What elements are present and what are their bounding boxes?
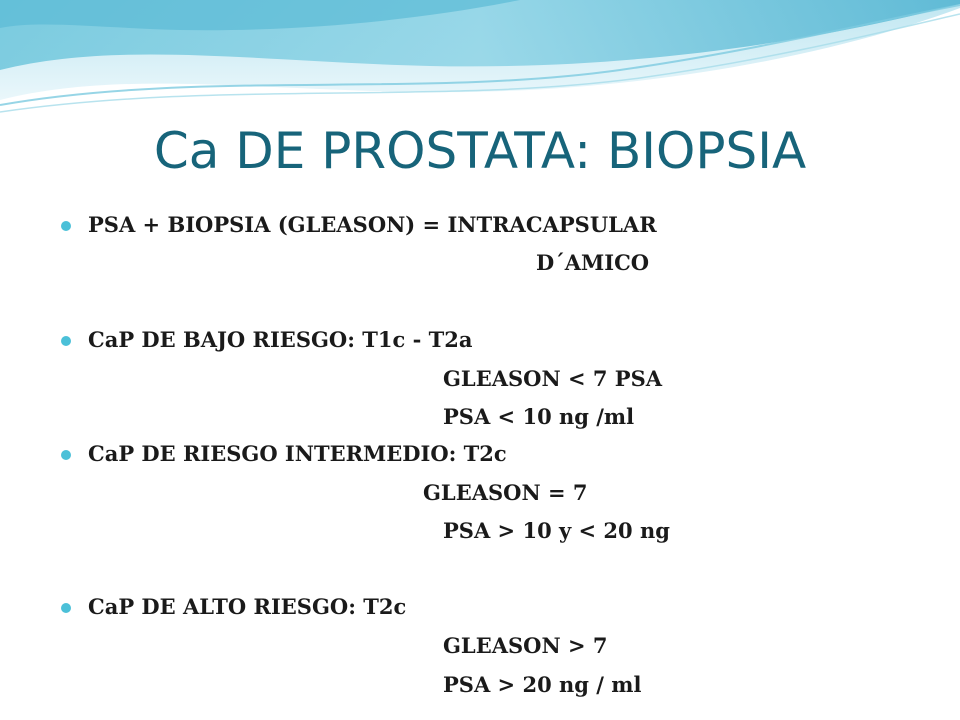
slide-title: Ca DE PROSTATA: BIOPSIA [153, 122, 807, 180]
line-bajo-riesgo: CaP DE BAJO RIESGO: T1c - T2a [88, 327, 473, 352]
bullet-1-dot [61, 221, 71, 231]
line-alto-gleason: GLEASON > 7 [443, 633, 608, 658]
line-bajo-psa: PSA < 10 ng /ml [443, 404, 635, 429]
bullet-4-dot [61, 603, 71, 613]
line-intermedio-psa: PSA > 10 y < 20 ng [443, 518, 670, 543]
header-wave-decoration [0, 0, 960, 120]
line-bajo-gleason: GLEASON < 7 PSA [443, 366, 663, 391]
line-riesgo-intermedio: CaP DE RIESGO INTERMEDIO: T2c [88, 441, 507, 466]
line-alto-riesgo: CaP DE ALTO RIESGO: T2c [88, 594, 407, 619]
line-psa-biopsia: PSA + BIOPSIA (GLEASON) = INTRACAPSULAR [88, 212, 657, 237]
line-damico: D´AMICO [536, 250, 650, 275]
bullet-2-dot [61, 336, 71, 346]
line-alto-psa: PSA > 20 ng / ml [443, 672, 642, 697]
bullet-3-dot [61, 450, 71, 460]
line-intermedio-gleason: GLEASON = 7 [423, 480, 588, 505]
